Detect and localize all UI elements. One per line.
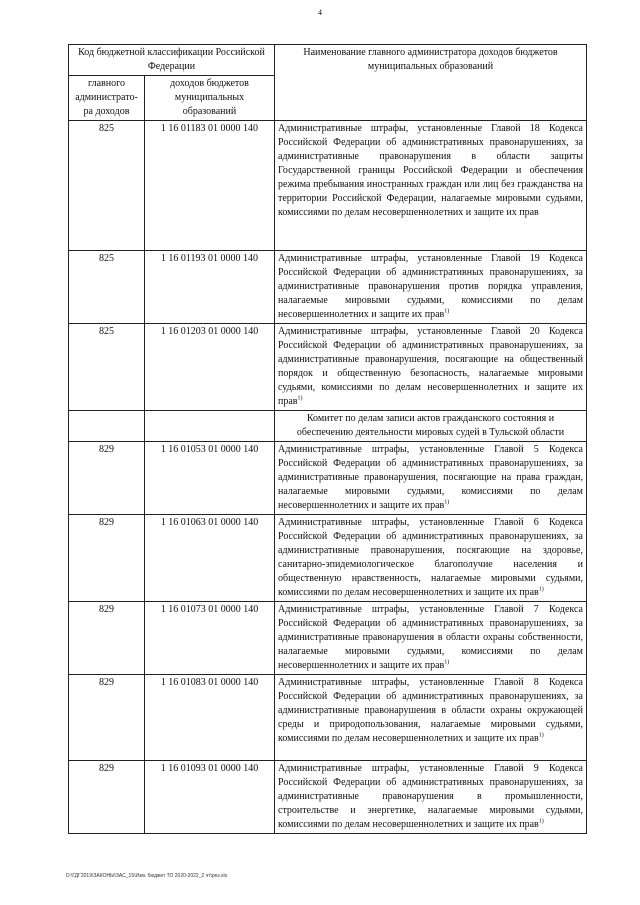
description-cell: [275, 442, 587, 515]
section-title: Комитет по делам записи актов гражданского состояния и обеспечению деятельности мировых судей в Тульской области: [275, 411, 587, 442]
admin-code-cell: 829: [69, 442, 145, 515]
budget-code-cell: 1 16 01053 01 0000 140: [145, 442, 275, 515]
admin-name-header: Наименование главного администратора доходов бюджетов муниципальных образований: [275, 45, 587, 121]
footnote-marker: 1): [444, 499, 450, 506]
budget-code-cell: 1 16 01063 01 0000 140: [145, 515, 275, 602]
footnote-marker: 1): [444, 308, 450, 315]
budget-code-cell: 1 16 01203 01 0000 140: [145, 324, 275, 411]
footnote-marker: 1): [444, 659, 450, 666]
footnote-marker: 1): [538, 732, 544, 739]
section-row: [69, 411, 587, 442]
chief-admin-header: главного администрато-ра доходов: [69, 76, 145, 121]
table-row: [69, 602, 587, 675]
section-blank-cell: [69, 411, 145, 442]
admin-code-cell: 829: [69, 602, 145, 675]
section-blank-cell: [145, 411, 275, 442]
footnote-marker: 1): [297, 395, 303, 402]
table-row: [69, 442, 587, 515]
admin-code-cell: 825: [69, 121, 145, 251]
description-text: Административные штрафы, установленные Главой 20 Кодекса Российской Федерации об административных правонарушениях, за административные правонарушения, посягающие на общественный порядок и общественную безопасность, налагаемые мировыми судьями, комиссиями по делам несовершеннолетних и защите их прав: [278, 326, 583, 407]
admin-code-cell: 825: [69, 324, 145, 411]
budget-code-cell: 1 16 01073 01 0000 140: [145, 602, 275, 675]
table-row: [69, 515, 587, 602]
table-row: [69, 324, 587, 411]
budget-code-cell: 1 16 01083 01 0000 140: [145, 675, 275, 761]
admin-code-cell: 829: [69, 675, 145, 761]
header-row: [69, 45, 587, 76]
admin-code-cell: 829: [69, 761, 145, 834]
budget-code-header: Код бюджетной классификации Российской Федерации: [69, 45, 275, 76]
footnote-marker: 1): [538, 586, 544, 593]
description-cell: [275, 602, 587, 675]
municipal-income-header: доходов бюджетов муниципальных образований: [145, 76, 275, 121]
page-number: 4: [318, 8, 322, 17]
description-cell: [275, 251, 587, 324]
budget-code-cell: 1 16 01183 01 0000 140: [145, 121, 275, 251]
description-cell: [275, 761, 587, 834]
description-cell: [275, 324, 587, 411]
description-text: Административные штрафы, установленные Главой 8 Кодекса Российской Федерации об административных правонарушениях, за административные правонарушения в области охраны окружающей среды и природопользования, налагаемые мировыми судьями, комиссиями по делам несовершеннолетних и защите их прав: [278, 677, 583, 744]
description-text: Административные штрафы, установленные Главой 5 Кодекса Российской Федерации об административных правонарушениях, за административные правонарушения, посягающие на права граждан, налагаемые мировыми судьями, комиссиями по делам несовершеннолетних и защите их прав: [278, 444, 583, 511]
file-path-footer: D:\ГДГ2019\ЗАКОНЫ\ЗАС_15\Изм. бюджет ТО 2020-2022_2 чт\рез.xls: [66, 873, 228, 879]
footnote-marker: 1): [538, 818, 544, 825]
description-cell: [275, 515, 587, 602]
description-text: Административные штрафы, установленные Главой 9 Кодекса Российской Федерации об административных правонарушениях, за административные правонарушения в промышленности, строительстве и энергетике, налагаемые мировыми судьями, комиссиями по делам несовершеннолетних и защите их прав: [278, 763, 583, 830]
admin-code-cell: 825: [69, 251, 145, 324]
description-text: Административные штрафы, установленные Главой 7 Кодекса Российской Федерации об административных правонарушениях, за административные правонарушения в области охраны собственности, налагаемые мировыми судьями, комиссиями по делам несовершеннолетних и защите их прав: [278, 604, 583, 671]
budget-code-cell: 1 16 01193 01 0000 140: [145, 251, 275, 324]
description-cell: [275, 675, 587, 761]
description-text: Административные штрафы, установленные Главой 6 Кодекса Российской Федерации об административных правонарушениях, за административные правонарушения, посягающие на здоровье, санитарно-эпидемиологическое благополучие населения и общественную нравственность, налагаемые мировыми судьями, комиссиями по делам несовершеннолетних и защите их прав: [278, 517, 583, 598]
description-text: Административные штрафы, установленные Главой 18 Кодекса Российской Федерации об административных правонарушениях, за административные правонарушения в области защиты Государственной границы Российской Федерации и обеспечения режима пребывания иностранных граждан или лиц без гражданства на территории Российской Федерации, налагаемые мировыми судьями, комиссиями по делам несовершеннолетних и защите их прав: [278, 123, 583, 218]
table-row: [69, 761, 587, 834]
table-row: [69, 675, 587, 761]
admin-code-cell: 829: [69, 515, 145, 602]
budget-code-cell: 1 16 01093 01 0000 140: [145, 761, 275, 834]
revenue-admins-table: [68, 44, 587, 834]
description-cell: [275, 121, 587, 251]
table-row: [69, 251, 587, 324]
table-row: [69, 121, 587, 251]
description-text: Административные штрафы, установленные Главой 19 Кодекса Российской Федерации об административных правонарушениях, за административные правонарушения против порядка управления, налагаемые мировыми судьями, комиссиями по делам несовершеннолетних и защите их прав: [278, 253, 583, 320]
